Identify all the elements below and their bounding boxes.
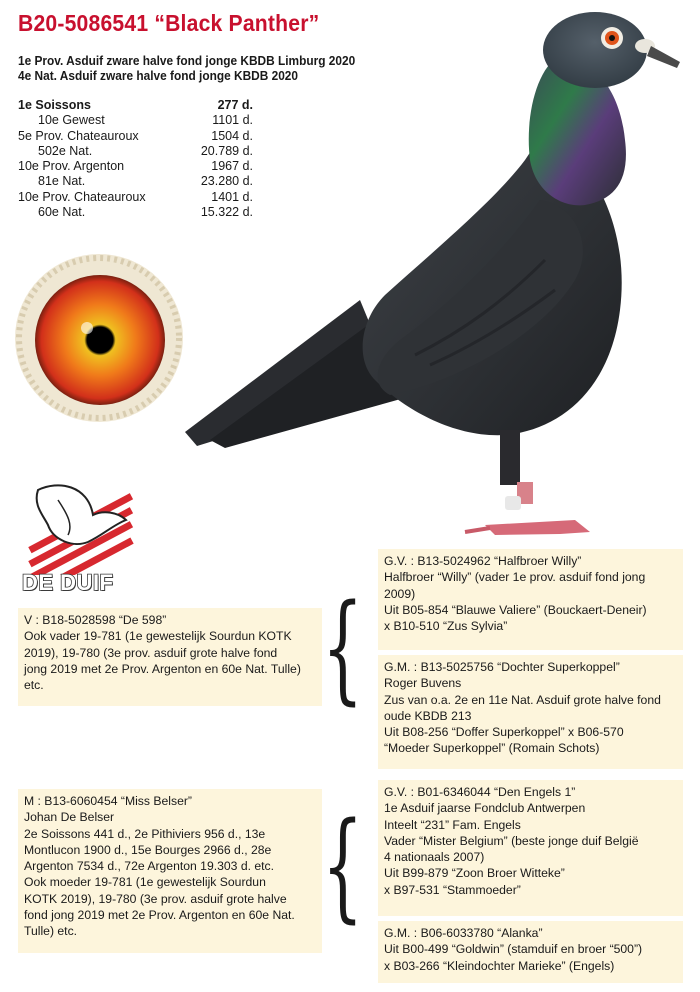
pedigree-line: 2019), 19-780 (3e prov. asduif grote halve fond xyxy=(24,645,278,660)
pedigree-grandfather-maternal xyxy=(378,780,683,916)
pedigree-line: Uit B00-499 “Goldwin” (stamduif en broer “500”) xyxy=(384,942,643,957)
pedigree-line: oude KBDB 213 xyxy=(384,708,472,723)
result-label: 1e Soissons xyxy=(18,98,91,112)
pedigree-line: Ook vader 19-781 (1e gewestelijk Sourdun KOTK xyxy=(24,629,292,644)
pedigree-line: 2009) xyxy=(384,586,416,601)
pedigree-mother xyxy=(18,789,322,953)
pedigree-line: x B97-531 “Stammoeder” xyxy=(384,882,521,897)
pedigree-line: Ook moeder 19-781 (1e gewestelijk Sourdun xyxy=(24,875,266,890)
result-value: 1401 d. xyxy=(211,189,253,204)
pedigree-line: Uit B05-854 “Blauwe Valiere” (Bouckaert-Deneir) xyxy=(384,602,647,617)
result-label: 502e Nat. xyxy=(38,143,93,158)
pedigree-line: Argenton 7534 d., 72e Argenton 19.303 d. etc. xyxy=(24,859,275,874)
pedigree-line: Inteelt “231” Fam. Engels xyxy=(384,817,521,832)
pedigree-line: jong 2019 met 2e Prov. Argenton en 60e Nat. Tulle) xyxy=(24,661,301,676)
logo-wordmark: DE DUIF xyxy=(22,570,114,595)
pedigree-line: Tulle) etc. xyxy=(24,924,78,939)
result-label: 10e Gewest xyxy=(38,113,105,128)
pedigree-line: Uit B08-256 “Doffer Superkoppel” x B06-570 xyxy=(384,725,624,740)
pedigree-line: Roger Buvens xyxy=(384,676,462,691)
result-value: 15.322 d. xyxy=(200,205,253,220)
result-label: 10e Prov. Argenton xyxy=(18,159,125,174)
pedigree-line: fond jong 2019 met 2e Prov. Argenton en 60e Nat. xyxy=(24,908,295,923)
pedigree-line: etc. xyxy=(24,678,44,693)
result-value: 1101 d. xyxy=(212,113,253,128)
result-value: 23.280 d. xyxy=(200,174,253,189)
result-value: 1967 d. xyxy=(211,159,253,174)
pedigree-father xyxy=(18,608,322,706)
brace-connector: { xyxy=(322,578,364,716)
result-label: 5e Prov. Chateauroux xyxy=(18,128,139,143)
pedigree-line: G.M. : B06-6033780 “Alanka” xyxy=(384,926,543,940)
pigeon-photo xyxy=(165,0,700,545)
pedigree-line: V : B18-5028598 “De 598” xyxy=(24,613,167,627)
pedigree-line: KOTK 2019), 19-780 (3e prov. asduif grote halve xyxy=(24,891,287,906)
pedigree-line: M : B13-6060454 “Miss Belser” xyxy=(24,794,192,808)
pedigree-line: G.V. : B01-6346044 “Den Engels 1” xyxy=(384,785,576,799)
pedigree-line: Montlucon 1900 d., 15e Bourges 2966 d., 28e xyxy=(24,842,272,857)
result-value: 277 d. xyxy=(217,98,253,112)
achievement-2: 4e Nat. Asduif zware halve fond jonge KBDB 2020 xyxy=(18,69,299,83)
pedigree-line: Zus van o.a. 2e en 11e Nat. Asduif grote halve fond xyxy=(384,692,661,707)
pedigree-line: Uit B99-879 “Zoon Broer Witteke” xyxy=(384,866,565,881)
pedigree-line: Vader “Mister Belgium” (beste jonge duif België xyxy=(384,833,639,848)
pedigree-line: G.V. : B13-5024962 “Halfbroer Willy” xyxy=(384,554,582,568)
pedigree-line: x B03-266 “Kleindochter Marieke” (Engels) xyxy=(384,958,615,973)
pedigree-line: Johan De Belser xyxy=(24,810,115,825)
result-label: 60e Nat. xyxy=(38,205,86,220)
pedigree-line: x B10-510 “Zus Sylvia” xyxy=(384,619,508,634)
pedigree-grandmother-paternal xyxy=(378,655,683,769)
achievement-1: 1e Prov. Asduif zware halve fond jonge KBDB Limburg 2020 xyxy=(18,54,356,68)
eye-closeup xyxy=(12,248,187,428)
result-value: 1504 d. xyxy=(211,128,253,143)
pedigree-grandmother-maternal xyxy=(378,921,683,983)
result-value: 20.789 d. xyxy=(200,143,253,158)
pedigree-line: “Moeder Superkoppel” (Romain Schots) xyxy=(384,741,600,756)
pedigree-line: 1e Asduif jaarse Fondclub Antwerpen xyxy=(384,801,586,816)
pedigree-grandfather-paternal xyxy=(378,549,683,650)
result-label: 10e Prov. Chateauroux xyxy=(18,189,146,204)
pigeon-title: B20-5086541 “Black Panther” xyxy=(18,10,320,36)
pedigree-line: 2e Soissons 441 d., 2e Pithiviers 956 d., 13e xyxy=(24,826,266,841)
brace-connector: { xyxy=(322,796,364,934)
pedigree-line: 4 nationaals 2007) xyxy=(384,850,485,865)
dove-icon xyxy=(18,480,148,575)
result-label: 81e Nat. xyxy=(38,174,86,189)
pedigree-line: Halfbroer “Willy” (vader 1e prov. asduif fond jong xyxy=(384,570,646,585)
pedigree-line: G.M. : B13-5025756 “Dochter Superkoppel” xyxy=(384,660,620,674)
